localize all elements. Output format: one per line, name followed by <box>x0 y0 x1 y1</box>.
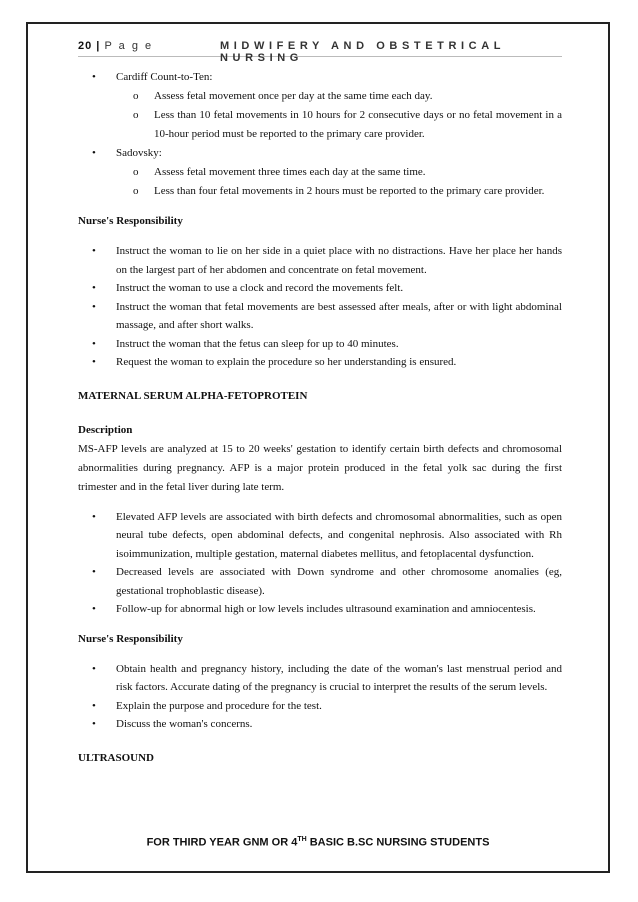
document-body <box>78 68 562 768</box>
bullet-icon: • <box>92 510 96 523</box>
bullet-icon: • <box>92 566 96 578</box>
page-footer: FOR THIRD YEAR GNM OR 4TH BASIC B.SC NURSING STUDENTS <box>146 836 490 849</box>
list-item: • Follow-up for abnormal high or low levels includes ultrasound examination and amniocentesis. <box>78 600 562 619</box>
list-item: • Sadovsky: <box>78 144 562 163</box>
list-item: • Request the woman to explain the procedure so her understanding is ensured. <box>78 353 562 372</box>
bullet-icon: • <box>92 699 96 712</box>
description-paragraph: MS-AFP levels are analyzed at 15 to 20 weeks' gestation to identify certain birth defects and chromosomal abnormalities during pregnancy. AFP is a major protein produced in the fetal yolk sac during the first trimester and in the fetal liver during late term. <box>78 442 562 493</box>
fetal-movement-methods <box>78 68 562 201</box>
list-item: • Decreased levels are associated with Down syndrome and other chromosome anomalies (eg, gestational trophoblastic disease). <box>78 563 562 600</box>
list-item: • Elevated AFP levels are associated with birth defects and chromosomal abnormalities, such as open neural tube defects, open abdominal defects, and congenital nephrosis. Also associated with Rh isoimmunization, multiple gestation, maternal diabetes mellitus, and fetoplacental dysfunction. <box>78 508 562 564</box>
nurse-responsibility-list <box>78 242 562 372</box>
bullet-icon: • <box>92 147 96 159</box>
circle-bullet-icon: o <box>133 185 139 197</box>
list-item: • Cardiff Count-to-Ten: <box>78 68 562 87</box>
bullet-icon: • <box>92 71 96 83</box>
page-header <box>78 38 562 64</box>
list-item: o Less than four fetal movements in 2 hours must be reported to the primary care provider. <box>78 182 562 201</box>
bullet-icon: • <box>92 245 96 257</box>
section-heading: Nurse's Responsibility <box>78 632 183 645</box>
circle-bullet-icon: o <box>133 166 139 178</box>
section-heading: MATERNAL SERUM ALPHA-FETOPROTEIN <box>78 389 308 402</box>
list-item: o Assess fetal movement three times each day at the same time. <box>78 163 562 182</box>
circle-bullet-icon: o <box>133 90 139 102</box>
nurse-responsibility-list <box>78 660 562 734</box>
page-number: 20 | P a g e <box>78 40 154 52</box>
bullet-icon: • <box>92 337 96 350</box>
bullet-icon: • <box>92 356 96 368</box>
list-item: • Instruct the woman to lie on her side in a quiet place with no distractions. Have her place her hands on the largest part of her abdomen and concentrate on fetal movement. <box>78 242 562 279</box>
list-item: • Instruct the woman to use a clock and record the movements felt. <box>78 279 562 298</box>
bullet-icon: • <box>92 282 96 294</box>
list-item: o Less than 10 fetal movements in 10 hours for 2 consecutive days or no fetal movement in a 10-hour period must be reported to the primary care provider. <box>78 106 562 144</box>
afp-levels-list <box>78 508 562 619</box>
header-title: MIDWIFERY AND OBSTETRICAL NURSING <box>220 40 505 64</box>
list-item: • Explain the purpose and procedure for the test. <box>78 697 562 716</box>
bullet-icon: • <box>92 300 96 313</box>
list-item: o Assess fetal movement once per day at the same time each day. <box>78 87 562 106</box>
circle-bullet-icon: o <box>133 109 139 121</box>
section-heading: Nurse's Responsibility <box>78 215 183 227</box>
bullet-icon: • <box>92 718 96 730</box>
list-item: • Discuss the woman's concerns. <box>78 715 562 734</box>
bullet-icon: • <box>92 662 96 675</box>
list-item: • Obtain health and pregnancy history, including the date of the woman's last menstrual period and risk factors. Accurate dating of the pregnancy is crucial to interpret the results of the serum levels. <box>78 660 562 697</box>
list-item: • Instruct the woman that fetal movements are best assessed after meals, after or with light abdominal massage, and after short walks. <box>78 298 562 335</box>
bullet-icon: • <box>92 603 96 615</box>
subsection-heading: Description <box>78 423 133 436</box>
list-item: • Instruct the woman that the fetus can sleep for up to 40 minutes. <box>78 335 562 354</box>
section-heading: ULTRASOUND <box>78 751 155 764</box>
